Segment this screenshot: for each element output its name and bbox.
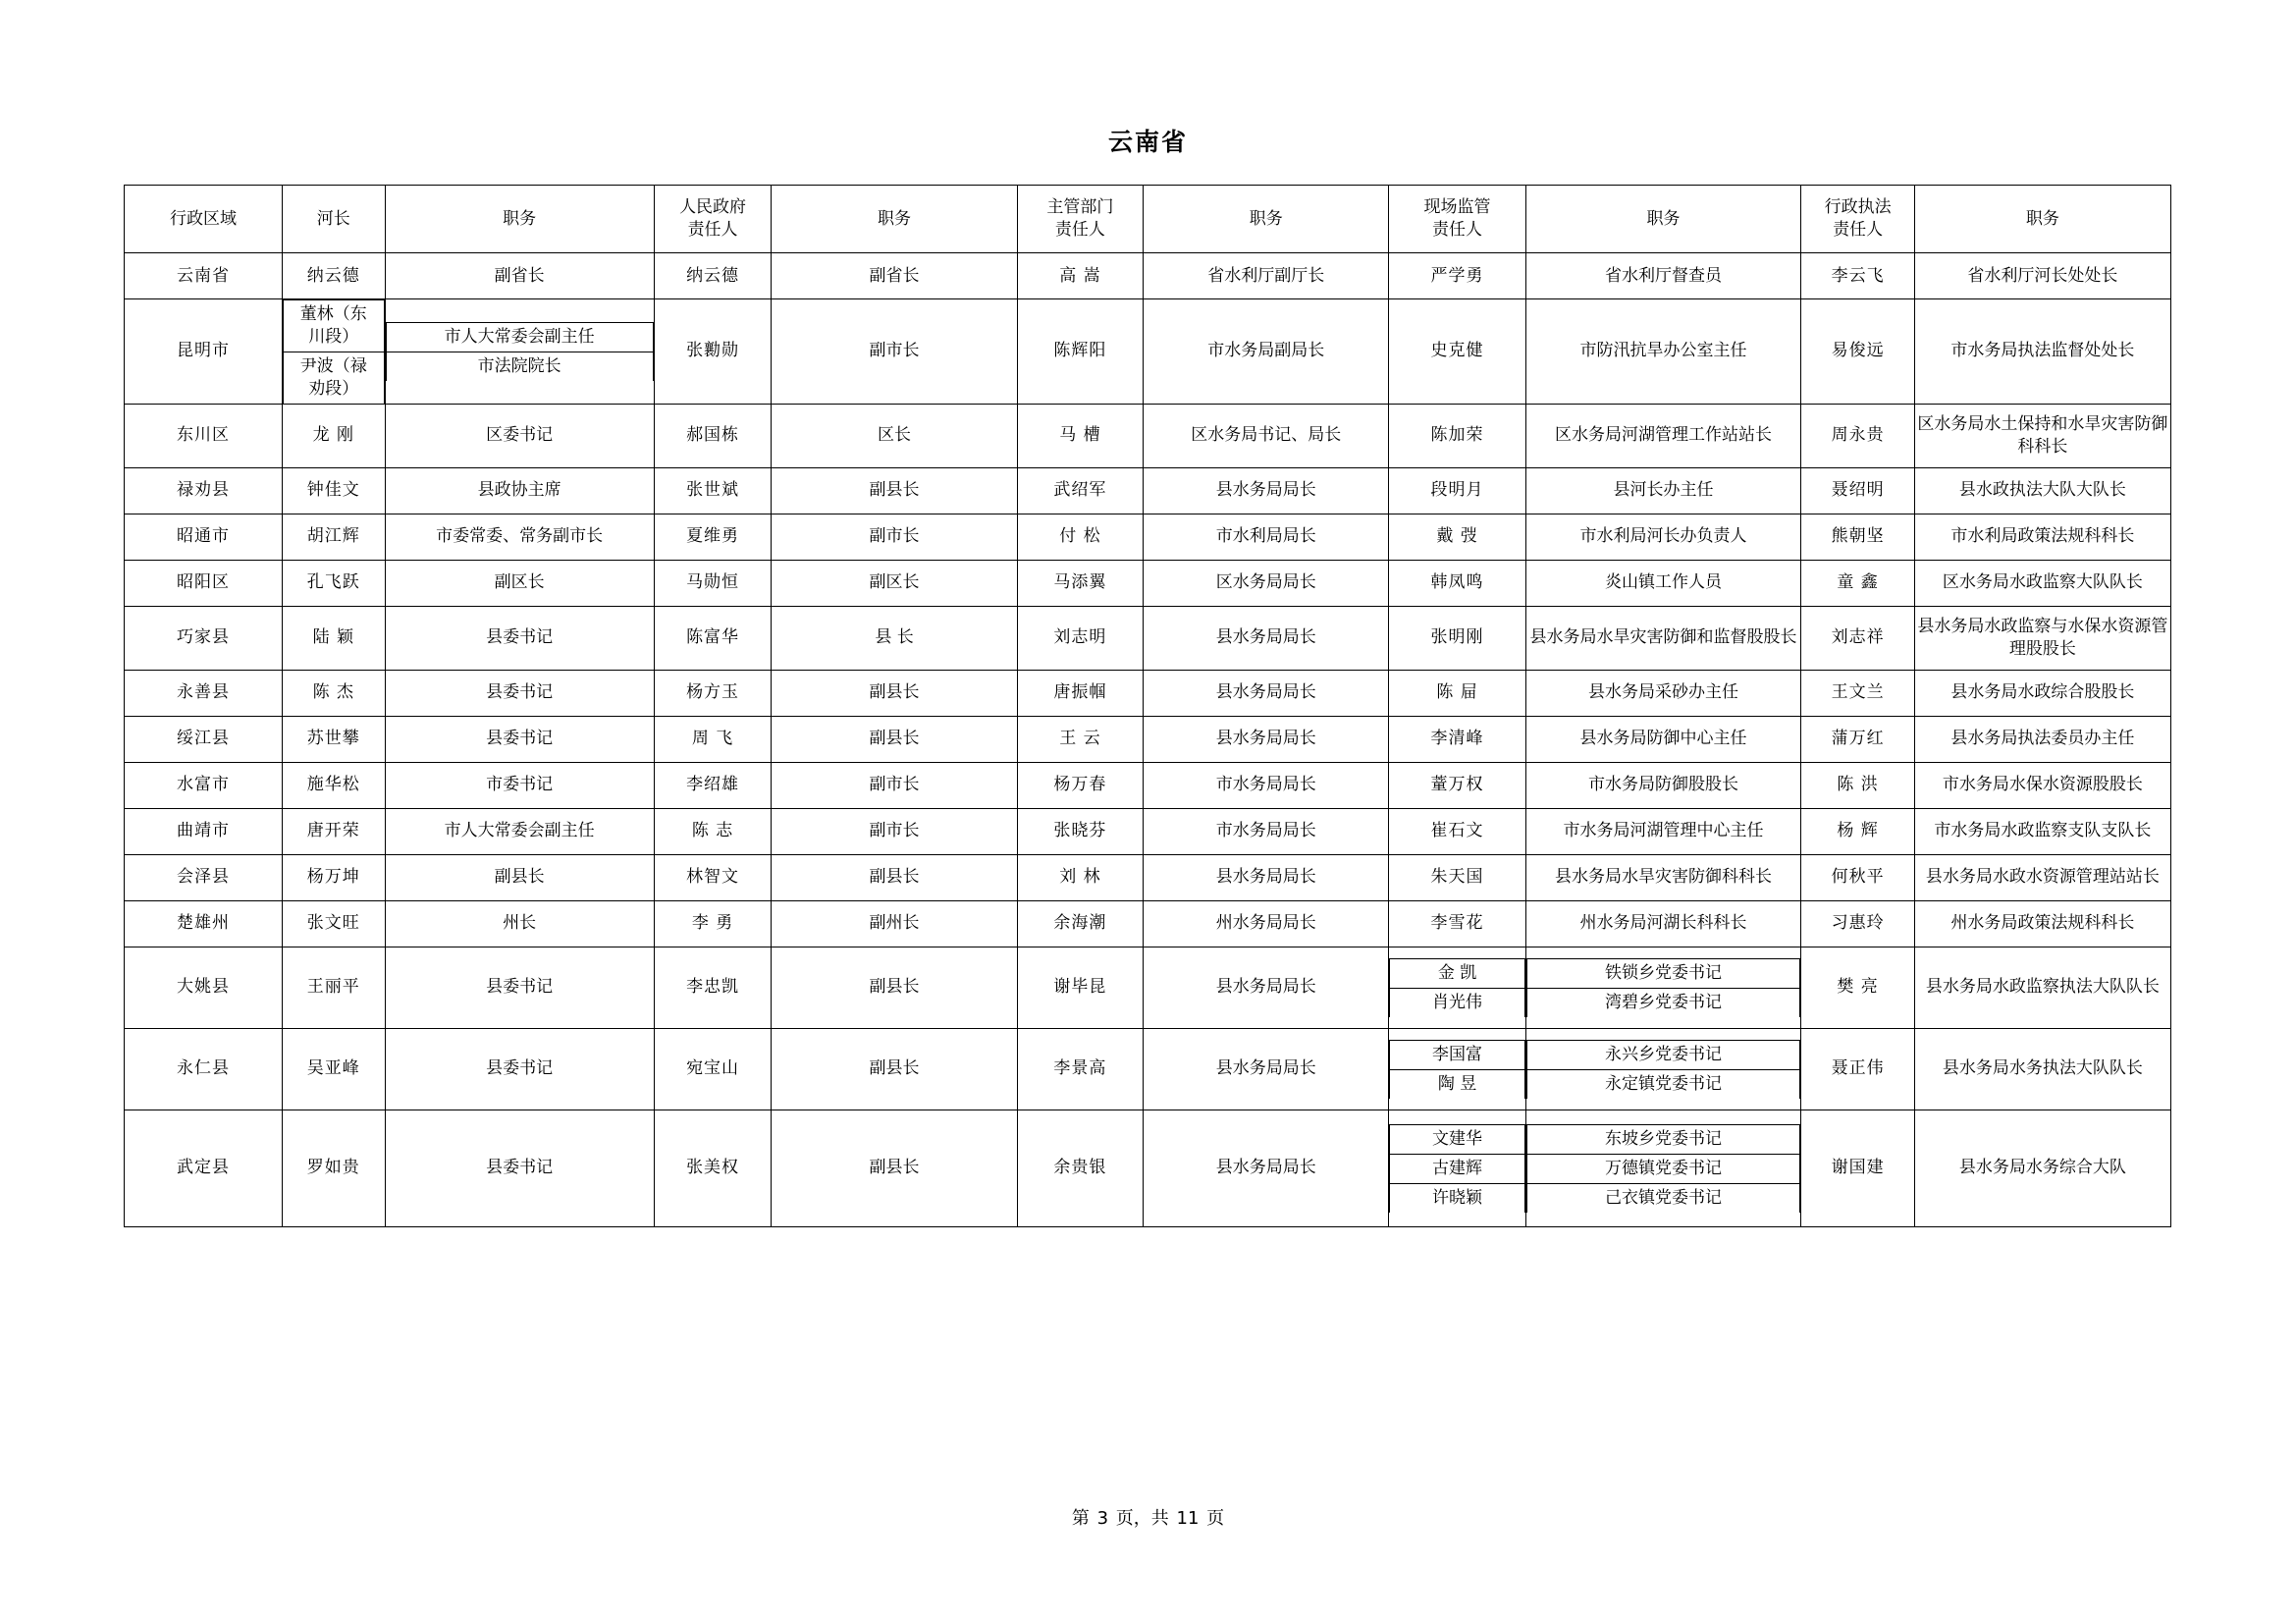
- cell-dept-person: 马 槽: [1017, 404, 1143, 467]
- cell-law-person: 刘志祥: [1801, 606, 1914, 670]
- cell-post-3: 县水务局局长: [1144, 467, 1389, 514]
- table-row: [125, 716, 2171, 762]
- table-row: [125, 560, 2171, 606]
- header-region: 行政区域: [125, 186, 283, 253]
- table-row: [125, 253, 2171, 299]
- cell-region: 昭阳区: [125, 560, 283, 606]
- cell-river-chief: 王丽平: [283, 947, 385, 1028]
- site-person-name: 金 凯: [1390, 958, 1524, 988]
- cell-law-person: 王文兰: [1801, 670, 1914, 716]
- cell-law-person: 熊朝坚: [1801, 514, 1914, 560]
- river-chief-table-container: [124, 185, 2171, 1227]
- table-row: [125, 900, 2171, 947]
- cell-gov-person: 周 飞: [654, 716, 772, 762]
- post-4-text: 铁锁乡党委书记: [1526, 958, 1800, 988]
- cell-post-4: 省水利厅督查员: [1525, 253, 1801, 299]
- cell-post-5: 市水利局政策法规科科长: [1914, 514, 2170, 560]
- cell-post-1: 县政协主席: [385, 467, 654, 514]
- table-row: [125, 404, 2171, 467]
- header-gov-person: [654, 186, 772, 253]
- cell-region: 大姚县: [125, 947, 283, 1028]
- header-post-1: 职务: [385, 186, 654, 253]
- cell-gov-person: 夏维勇: [654, 514, 772, 560]
- cell-law-person: 童 鑫: [1801, 560, 1914, 606]
- cell-post-1: [385, 299, 654, 405]
- cell-law-person: 谢国建: [1801, 1110, 1914, 1226]
- cell-post-5: 县水务局执法委员办主任: [1914, 716, 2170, 762]
- cell-site-person: [1389, 1110, 1525, 1226]
- footer-total-pages: 11: [1176, 1508, 1200, 1529]
- cell-post-5: 市水务局执法监督处处长: [1914, 299, 2170, 405]
- table-row: [125, 947, 2171, 1028]
- cell-post-3: 市水务局局长: [1144, 762, 1389, 808]
- cell-region: 昆明市: [125, 299, 283, 405]
- cell-region: 禄劝县: [125, 467, 283, 514]
- table-row: [125, 299, 2171, 405]
- cell-post-2: 副州长: [772, 900, 1017, 947]
- cell-post-4: [1525, 1028, 1801, 1110]
- cell-region: 水富市: [125, 762, 283, 808]
- cell-post-4: 炎山镇工作人员: [1525, 560, 1801, 606]
- cell-river-chief: 吴亚峰: [283, 1028, 385, 1110]
- cell-region: 会泽县: [125, 854, 283, 900]
- cell-post-2: 副县长: [772, 716, 1017, 762]
- cell-dept-person: 刘志明: [1017, 606, 1143, 670]
- cell-river-chief: 唐开荣: [283, 808, 385, 854]
- site-person-name: 许晓颖: [1390, 1183, 1524, 1212]
- cell-post-3: 区水务局局长: [1144, 560, 1389, 606]
- cell-region: 巧家县: [125, 606, 283, 670]
- cell-post-2: 副区长: [772, 560, 1017, 606]
- header-site-person-line1: 现场监管: [1423, 197, 1491, 218]
- cell-post-2: 副县长: [772, 947, 1017, 1028]
- cell-site-person: 朱天国: [1389, 854, 1525, 900]
- cell-law-person: 周永贵: [1801, 404, 1914, 467]
- cell-post-2: 副市长: [772, 808, 1017, 854]
- post-4-text: 东坡乡党委书记: [1526, 1124, 1800, 1154]
- cell-post-1: 县委书记: [385, 1110, 654, 1226]
- cell-post-3: 市水务局局长: [1144, 808, 1389, 854]
- site-person-name: 陶 昱: [1390, 1069, 1524, 1098]
- cell-post-2: 县 长: [772, 606, 1017, 670]
- cell-post-1: 县委书记: [385, 1028, 654, 1110]
- cell-post-5: 县水务局水务综合大队: [1914, 1110, 2170, 1226]
- table-row: [125, 514, 2171, 560]
- cell-post-1: 县委书记: [385, 716, 654, 762]
- cell-post-1: 县委书记: [385, 670, 654, 716]
- cell-gov-person: 李绍雄: [654, 762, 772, 808]
- header-post-4: 职务: [1525, 186, 1801, 253]
- cell-river-chief: 苏世攀: [283, 716, 385, 762]
- cell-law-person: 陈 洪: [1801, 762, 1914, 808]
- cell-region: 永仁县: [125, 1028, 283, 1110]
- cell-post-5: 县水政执法大队大队长: [1914, 467, 2170, 514]
- cell-gov-person: 张勷勋: [654, 299, 772, 405]
- cell-post-5: 区水务局水土保持和水旱灾害防御科科长: [1914, 404, 2170, 467]
- cell-site-person: 陈 屇: [1389, 670, 1525, 716]
- cell-region: 东川区: [125, 404, 283, 467]
- cell-river-chief: 纳云德: [283, 253, 385, 299]
- cell-post-1: 县委书记: [385, 606, 654, 670]
- cell-site-person: 陈加荣: [1389, 404, 1525, 467]
- cell-post-4: 市水务局河湖管理中心主任: [1525, 808, 1801, 854]
- cell-post-3: 区水务局书记、局长: [1144, 404, 1389, 467]
- cell-post-1: 副县长: [385, 854, 654, 900]
- cell-post-1: 市委书记: [385, 762, 654, 808]
- cell-law-person: 聂绍明: [1801, 467, 1914, 514]
- cell-post-1: 市委常委、常务副市长: [385, 514, 654, 560]
- cell-river-chief: 孔飞跃: [283, 560, 385, 606]
- cell-post-2: 副市长: [772, 762, 1017, 808]
- header-river-chief: 河长: [283, 186, 385, 253]
- cell-gov-person: 张美权: [654, 1110, 772, 1226]
- river-chief-name: 董林（东 川段）: [284, 300, 384, 352]
- cell-law-person: 易俊远: [1801, 299, 1914, 405]
- table-row: [125, 808, 2171, 854]
- cell-post-4: 县水务局防御中心主任: [1525, 716, 1801, 762]
- cell-post-3: 县水务局局长: [1144, 947, 1389, 1028]
- cell-post-3: 县水务局局长: [1144, 716, 1389, 762]
- cell-region: 永善县: [125, 670, 283, 716]
- post-1-text: 市人大常委会副主任: [386, 322, 653, 352]
- cell-post-5: 市水务局水保水资源股股长: [1914, 762, 2170, 808]
- page-title: 云南省: [1107, 128, 1188, 156]
- cell-post-3: 县水务局局长: [1144, 854, 1389, 900]
- cell-law-person: 杨 辉: [1801, 808, 1914, 854]
- header-post-5: 职务: [1914, 186, 2170, 253]
- cell-site-person: 严学勇: [1389, 253, 1525, 299]
- footer-suffix: 页: [1206, 1508, 1225, 1529]
- cell-region: 曲靖市: [125, 808, 283, 854]
- cell-post-2: 副县长: [772, 670, 1017, 716]
- table-row: [125, 1028, 2171, 1110]
- cell-post-5: 县水务局水政监察执法大队队长: [1914, 947, 2170, 1028]
- cell-law-person: 樊 亮: [1801, 947, 1914, 1028]
- cell-post-4: 市防汛抗旱办公室主任: [1525, 299, 1801, 405]
- header-law-person-line1: 行政执法: [1824, 197, 1892, 218]
- cell-law-person: 蒲万红: [1801, 716, 1914, 762]
- cell-post-3: 市水利局局长: [1144, 514, 1389, 560]
- cell-post-2: 副市长: [772, 514, 1017, 560]
- site-person-name: 李国富: [1390, 1040, 1524, 1069]
- cell-gov-person: 纳云德: [654, 253, 772, 299]
- cell-river-chief: 胡江辉: [283, 514, 385, 560]
- cell-post-2: 区长: [772, 404, 1017, 467]
- cell-post-5: 州水务局政策法规科科长: [1914, 900, 2170, 947]
- footer-page-number: 3: [1096, 1508, 1109, 1529]
- cell-post-5: 市水务局水政监察支队支队长: [1914, 808, 2170, 854]
- cell-post-1: 副省长: [385, 253, 654, 299]
- header-gov-person-line2: 责任人: [687, 220, 738, 240]
- header-dept-person: [1017, 186, 1143, 253]
- cell-dept-person: 杨万春: [1017, 762, 1143, 808]
- cell-river-chief: 龙 刚: [283, 404, 385, 467]
- table-row: [125, 854, 2171, 900]
- cell-river-chief: 罗如贵: [283, 1110, 385, 1226]
- cell-gov-person: 张世斌: [654, 467, 772, 514]
- cell-region: 云南省: [125, 253, 283, 299]
- cell-post-5: 区水务局水政监察大队队长: [1914, 560, 2170, 606]
- table-row: [125, 670, 2171, 716]
- cell-site-person: 史克健: [1389, 299, 1525, 405]
- cell-post-4: 市水利局河长办负责人: [1525, 514, 1801, 560]
- cell-post-4: [1525, 947, 1801, 1028]
- cell-post-1: 县委书记: [385, 947, 654, 1028]
- cell-post-5: 县水务局水务执法大队队长: [1914, 1028, 2170, 1110]
- cell-post-2: 副市长: [772, 299, 1017, 405]
- cell-gov-person: 宛宝山: [654, 1028, 772, 1110]
- cell-dept-person: 余海潮: [1017, 900, 1143, 947]
- cell-river-chief: 钟佳文: [283, 467, 385, 514]
- cell-site-person: [1389, 947, 1525, 1028]
- cell-dept-person: 唐振帼: [1017, 670, 1143, 716]
- cell-post-4: 县河长办主任: [1525, 467, 1801, 514]
- cell-river-chief: [283, 299, 385, 405]
- table-row: [125, 1110, 2171, 1226]
- cell-dept-person: 陈辉阳: [1017, 299, 1143, 405]
- cell-region: 昭通市: [125, 514, 283, 560]
- cell-post-5: 省水利厅河长处处长: [1914, 253, 2170, 299]
- cell-river-chief: 杨万坤: [283, 854, 385, 900]
- header-site-person: [1389, 186, 1525, 253]
- cell-gov-person: 林智文: [654, 854, 772, 900]
- site-person-name: 古建辉: [1390, 1154, 1524, 1183]
- cell-gov-person: 陈 志: [654, 808, 772, 854]
- footer-middle: 页，共: [1115, 1508, 1169, 1529]
- cell-post-3: 州水务局局长: [1144, 900, 1389, 947]
- cell-post-4: 县水务局水旱灾害防御科科长: [1525, 854, 1801, 900]
- cell-dept-person: 马添翼: [1017, 560, 1143, 606]
- cell-river-chief: 张文旺: [283, 900, 385, 947]
- cell-dept-person: 高 嵩: [1017, 253, 1143, 299]
- header-dept-person-line1: 主管部门: [1046, 197, 1114, 218]
- header-dept-person-line2: 责任人: [1054, 220, 1105, 240]
- cell-post-2: 副县长: [772, 854, 1017, 900]
- cell-post-1: 市人大常委会副主任: [385, 808, 654, 854]
- cell-region: 楚雄州: [125, 900, 283, 947]
- cell-post-1: 州长: [385, 900, 654, 947]
- cell-post-2: 副县长: [772, 467, 1017, 514]
- page-footer: [0, 1504, 2296, 1530]
- cell-site-person: 张明刚: [1389, 606, 1525, 670]
- cell-gov-person: 杨方玉: [654, 670, 772, 716]
- cell-gov-person: 李忠凯: [654, 947, 772, 1028]
- cell-site-person: 戴 弢: [1389, 514, 1525, 560]
- post-4-text: 万德镇党委书记: [1526, 1154, 1800, 1183]
- cell-gov-person: 马勋恒: [654, 560, 772, 606]
- cell-post-3: 县水务局局长: [1144, 670, 1389, 716]
- footer-prefix: 第: [1071, 1508, 1090, 1529]
- cell-post-3: 市水务局副局长: [1144, 299, 1389, 405]
- header-post-2: 职务: [772, 186, 1017, 253]
- cell-post-4: 区水务局河湖管理工作站站长: [1525, 404, 1801, 467]
- cell-post-1: 区委书记: [385, 404, 654, 467]
- table-row: [125, 606, 2171, 670]
- cell-site-person: [1389, 1028, 1525, 1110]
- post-4-text: 湾碧乡党委书记: [1526, 988, 1800, 1016]
- cell-post-3: 省水利厅副厅长: [1144, 253, 1389, 299]
- table-body: [125, 253, 2171, 1227]
- cell-post-4: 州水务局河湖长科科长: [1525, 900, 1801, 947]
- header-post-3: 职务: [1144, 186, 1389, 253]
- post-4-text: 永定镇党委书记: [1526, 1069, 1800, 1098]
- cell-post-3: 县水务局局长: [1144, 606, 1389, 670]
- cell-gov-person: 陈富华: [654, 606, 772, 670]
- table-row: [125, 762, 2171, 808]
- table-header-row: [125, 186, 2171, 253]
- cell-gov-person: 李 勇: [654, 900, 772, 947]
- cell-post-3: 县水务局局长: [1144, 1028, 1389, 1110]
- river-chief-table: [124, 185, 2171, 1227]
- cell-river-chief: 陈 杰: [283, 670, 385, 716]
- cell-post-4: 县水务局采砂办主任: [1525, 670, 1801, 716]
- cell-post-2: 副县长: [772, 1028, 1017, 1110]
- cell-post-5: 县水务局水政水资源管理站站长: [1914, 854, 2170, 900]
- header-site-person-line2: 责任人: [1432, 220, 1483, 240]
- cell-site-person: 蕫万权: [1389, 762, 1525, 808]
- post-4-text: 永兴乡党委书记: [1526, 1040, 1800, 1069]
- cell-post-2: 副省长: [772, 253, 1017, 299]
- header-law-person: [1801, 186, 1914, 253]
- site-person-name: 文建华: [1390, 1124, 1524, 1154]
- cell-dept-person: 张晓芬: [1017, 808, 1143, 854]
- cell-post-3: 县水务局局长: [1144, 1110, 1389, 1226]
- cell-post-1: 副区长: [385, 560, 654, 606]
- cell-post-4: 市水务局防御股股长: [1525, 762, 1801, 808]
- cell-law-person: 习惠玲: [1801, 900, 1914, 947]
- cell-site-person: 李雪花: [1389, 900, 1525, 947]
- cell-region: 绥江县: [125, 716, 283, 762]
- table-row: [125, 467, 2171, 514]
- post-1-text: 市法院院长: [386, 352, 653, 380]
- cell-post-4: [1525, 1110, 1801, 1226]
- cell-gov-person: 郝国栋: [654, 404, 772, 467]
- cell-law-person: 聂正伟: [1801, 1028, 1914, 1110]
- cell-dept-person: 余贵银: [1017, 1110, 1143, 1226]
- cell-post-4: 县水务局水旱灾害防御和监督股股长: [1525, 606, 1801, 670]
- cell-dept-person: 付 松: [1017, 514, 1143, 560]
- site-person-name: 肖光伟: [1390, 988, 1524, 1016]
- cell-dept-person: 谢毕昆: [1017, 947, 1143, 1028]
- cell-law-person: 李云飞: [1801, 253, 1914, 299]
- cell-site-person: 韩凤鸣: [1389, 560, 1525, 606]
- cell-site-person: 崔石文: [1389, 808, 1525, 854]
- cell-post-5: 县水务局水政监察与水保水资源管理股股长: [1914, 606, 2170, 670]
- cell-site-person: 段明月: [1389, 467, 1525, 514]
- cell-dept-person: 李景高: [1017, 1028, 1143, 1110]
- cell-site-person: 李清峰: [1389, 716, 1525, 762]
- cell-post-5: 县水务局水政综合股股长: [1914, 670, 2170, 716]
- cell-river-chief: 施华松: [283, 762, 385, 808]
- cell-dept-person: 刘 林: [1017, 854, 1143, 900]
- cell-river-chief: 陆 颖: [283, 606, 385, 670]
- cell-post-2: 副县长: [772, 1110, 1017, 1226]
- cell-dept-person: 王 云: [1017, 716, 1143, 762]
- cell-region: 武定县: [125, 1110, 283, 1226]
- cell-dept-person: 武绍军: [1017, 467, 1143, 514]
- river-chief-name: 尹波（禄 劝段）: [284, 352, 384, 403]
- post-4-text: 己衣镇党委书记: [1526, 1183, 1800, 1212]
- cell-law-person: 何秋平: [1801, 854, 1914, 900]
- header-gov-person-line1: 人民政府: [679, 197, 747, 218]
- header-law-person-line2: 责任人: [1833, 220, 1884, 240]
